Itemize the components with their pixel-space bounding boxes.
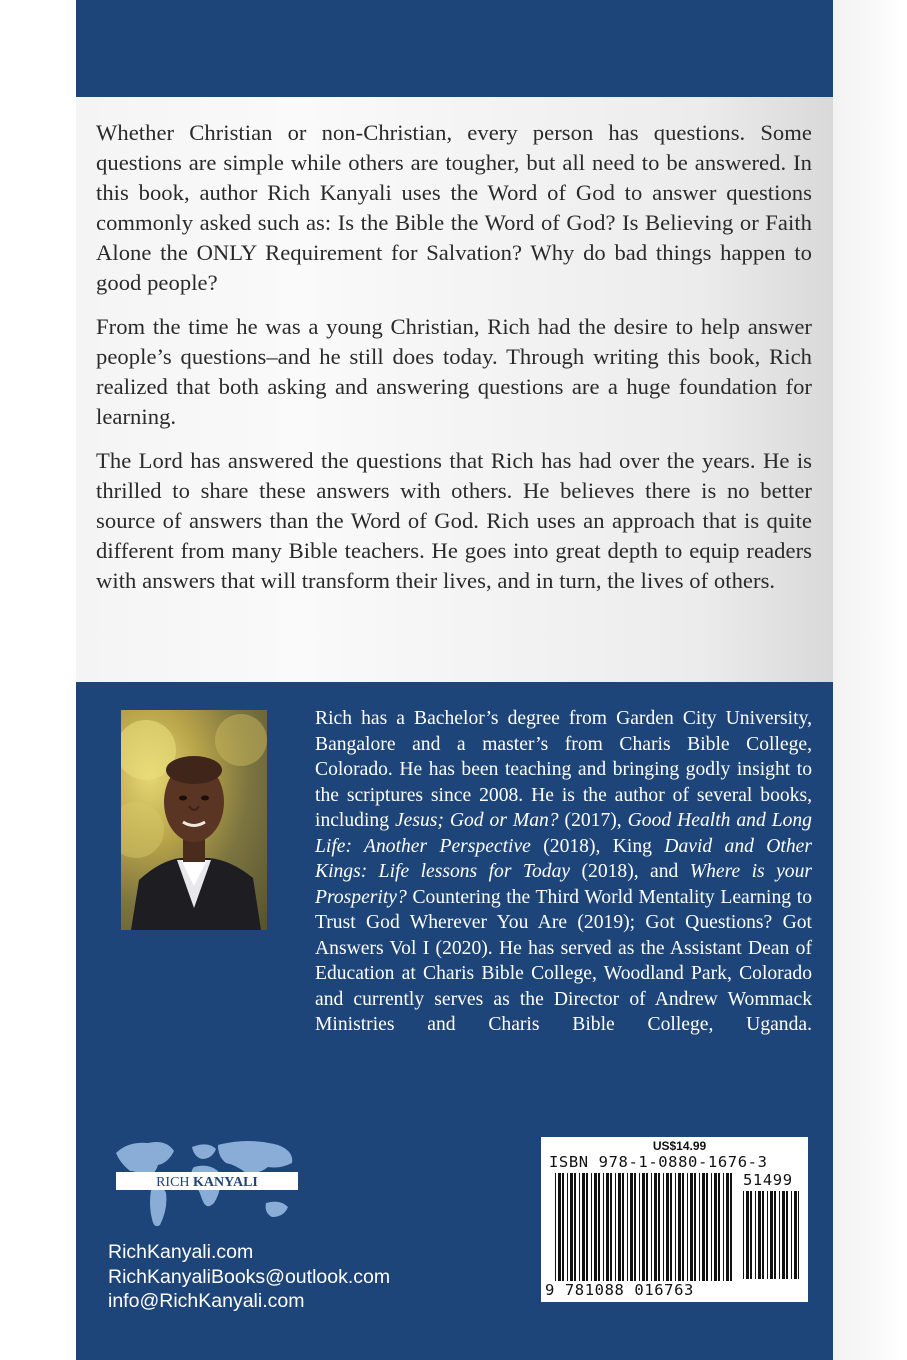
book-description bbox=[96, 118, 812, 610]
barcode-bar bbox=[610, 1173, 612, 1281]
bio-text: (2018), and bbox=[570, 861, 690, 882]
barcode-bar bbox=[699, 1173, 700, 1281]
barcode-bar bbox=[634, 1173, 636, 1281]
barcode-bar bbox=[730, 1173, 732, 1281]
book-title-1: Jesus; God or Man? bbox=[394, 810, 559, 831]
bio-text: Countering the Third World Mentality Learning to Trust God Wherever You Are (2019); Got Questions? Got Answers Vol I (2020). He has served as the Assistant Dean of Education at Charis Bible College, Woodland Park, Colorado and currently serves as the Director of Andrew Wommack Ministries and Charis Bible College, Uganda. bbox=[315, 886, 812, 1035]
bio-text: (2018), King bbox=[530, 835, 665, 857]
barcode-bar bbox=[586, 1173, 588, 1281]
barcode-bar bbox=[794, 1191, 797, 1279]
barcode-bar bbox=[714, 1173, 717, 1281]
barcode-bar bbox=[694, 1173, 696, 1281]
barcode-bar bbox=[687, 1173, 688, 1281]
bio-text: Rich has a Bachelor’s degree from Garden City University, Bangalore and a master’s from Charis Bible College, Colorado. He has been teaching and bringing godly insight to the scriptures since 2008. He is the author of several books, including bbox=[315, 708, 812, 831]
barcode-bar bbox=[642, 1173, 645, 1281]
barcode-bar bbox=[622, 1173, 624, 1281]
barcode-bar bbox=[770, 1191, 773, 1279]
barcode-bar bbox=[767, 1191, 768, 1279]
barcode-bar bbox=[615, 1173, 616, 1281]
bio-text: (2017), bbox=[558, 810, 628, 831]
barcode-bar bbox=[606, 1173, 609, 1281]
author-bio bbox=[315, 706, 812, 1038]
barcode-bar bbox=[654, 1173, 657, 1281]
barcode-bar bbox=[779, 1191, 780, 1279]
barcode-bar bbox=[603, 1173, 604, 1281]
barcode-bar bbox=[574, 1173, 576, 1281]
barcode-bar bbox=[682, 1173, 684, 1281]
description-paragraph-3: The Lord has answered the questions that Rich has had over the years. He is thrilled to share these answers with others. He believes there is no better source of answers than the Word of God. Rich uses an approach that is quite different from many Bible teachers. He goes into great depth to equip readers with answers that will transform their lives, and in turn, the lives of others. bbox=[96, 448, 812, 593]
barcode-bar bbox=[555, 1173, 556, 1281]
barcode-bar bbox=[726, 1173, 729, 1281]
barcode-bar bbox=[743, 1191, 744, 1279]
barcode-bar bbox=[658, 1173, 660, 1281]
description-paragraph-1: Whether Christian or non-Christian, every person has questions. Some questions are simple while others are tougher, but all need to be answered. In this book, author Rich Kanyali uses the Word of God to answer questions commonly asked such as: Is the Bible the Word of God? Is Believing or Faith Alone the ONLY Requirement for Salvation? Why do bad things happen to good people? bbox=[96, 120, 812, 295]
price-label: US$14.99 bbox=[652, 1139, 707, 1153]
barcode-bar bbox=[678, 1173, 681, 1281]
barcode-bar bbox=[675, 1173, 676, 1281]
barcode-bar bbox=[646, 1173, 648, 1281]
barcode-bar bbox=[758, 1191, 761, 1279]
svg-text:RICH KANYALI bbox=[156, 1175, 258, 1190]
rich-kanyali-logo bbox=[108, 1133, 308, 1237]
barcode-bar bbox=[627, 1173, 628, 1281]
description-paragraph-2: From the time he was a young Christian, Rich had the desire to help answer people’s questions–and he still does today. Through writing this book, Rich realized that both asking and answering questions are a huge foundation for learning. bbox=[96, 314, 812, 429]
barcode-bar bbox=[702, 1173, 705, 1281]
barcode-bar bbox=[670, 1173, 672, 1281]
barcode-bar bbox=[579, 1173, 580, 1281]
barcode-bar bbox=[711, 1173, 712, 1281]
barcode-bar bbox=[562, 1173, 564, 1281]
barcode-bar bbox=[570, 1173, 573, 1281]
barcode-bar bbox=[690, 1173, 693, 1281]
barcode-bar bbox=[774, 1191, 776, 1279]
website-link[interactable]: RichKanyali.com bbox=[108, 1241, 254, 1263]
barcode-bar bbox=[706, 1173, 708, 1281]
barcode-bar bbox=[755, 1191, 756, 1279]
logo-last-name: KANYALI bbox=[193, 1175, 258, 1190]
barcode-bar bbox=[639, 1173, 640, 1281]
isbn-barcode bbox=[541, 1137, 808, 1302]
isbn-number: ISBN 978-1-0880-1676-3 bbox=[549, 1153, 768, 1171]
barcode-bar bbox=[591, 1173, 592, 1281]
barcode-bar bbox=[558, 1173, 561, 1281]
ean-number: 9 781088 016763 bbox=[545, 1281, 694, 1299]
email-link-info[interactable]: info@RichKanyali.com bbox=[108, 1290, 305, 1312]
barcode-bar bbox=[582, 1173, 585, 1281]
book-title-3: David and Other Kings: Life lessons for Today bbox=[315, 835, 812, 882]
price-addon-code: 51499 bbox=[743, 1171, 793, 1189]
top-color-band bbox=[76, 0, 833, 97]
barcode-bar bbox=[618, 1173, 621, 1281]
barcode-bar bbox=[651, 1173, 652, 1281]
barcode-bar bbox=[567, 1173, 568, 1281]
barcode-bar bbox=[786, 1191, 788, 1279]
barcode-bar bbox=[598, 1173, 600, 1281]
book-title-4: Where is your Prosperity? bbox=[315, 861, 812, 908]
barcode-bar bbox=[594, 1173, 597, 1281]
barcode-bar bbox=[746, 1191, 749, 1279]
addon-barcode-bars bbox=[743, 1191, 799, 1279]
barcode-bar bbox=[666, 1173, 669, 1281]
barcode-bar bbox=[750, 1191, 752, 1279]
barcode-bar bbox=[782, 1191, 785, 1279]
email-link-books[interactable]: RichKanyaliBooks@outlook.com bbox=[108, 1265, 391, 1288]
logo-first-name: RICH bbox=[156, 1175, 190, 1190]
ean-barcode-bars bbox=[555, 1173, 735, 1283]
barcode-bar bbox=[762, 1191, 764, 1279]
barcode-bar bbox=[791, 1191, 792, 1279]
barcode-bar bbox=[723, 1173, 724, 1281]
barcode-bar bbox=[630, 1173, 633, 1281]
author-photo bbox=[121, 710, 267, 930]
barcode-bar bbox=[798, 1191, 799, 1279]
barcode-bar bbox=[663, 1173, 664, 1281]
contact-info bbox=[108, 1240, 390, 1314]
barcode-bar bbox=[718, 1173, 720, 1281]
book-title-2: Good Health and Long Life: Another Perspective bbox=[315, 810, 812, 857]
